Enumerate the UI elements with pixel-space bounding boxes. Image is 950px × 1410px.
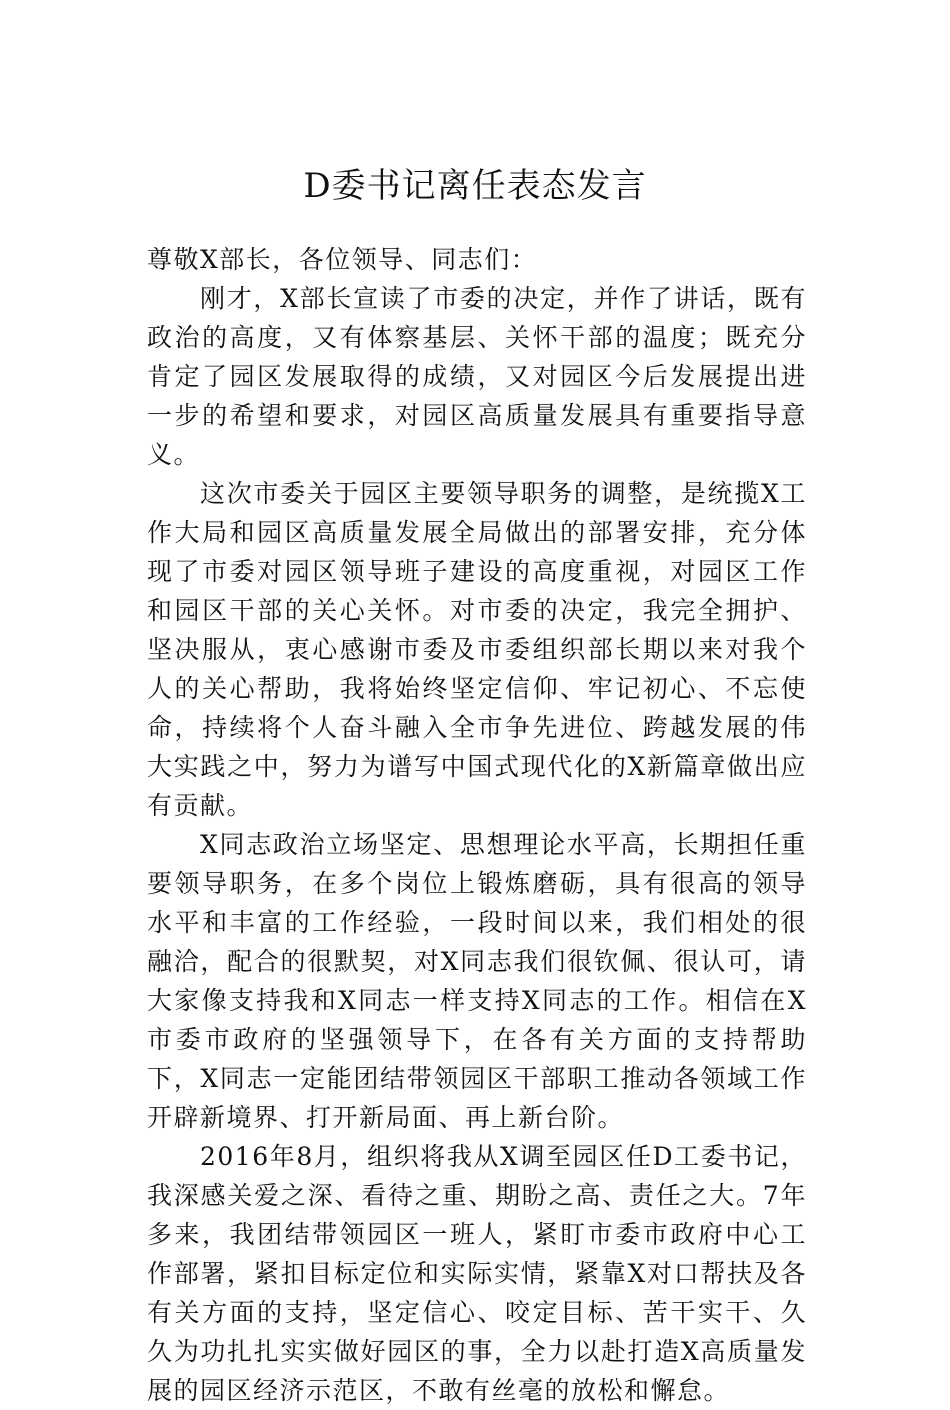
paragraph-3: X同志政治立场坚定、思想理论水平高，长期担任重要领导职务，在多个岗位上锻炼磨砺，具有很高的领导水平和丰富的工作经验，一段时间以来，我们相处的很融洽，配合的很默契，对X同志我们很钦佩、很认可，请大家像支持我和X同志一样支持X同志的工作。相信在X市委市政府的坚强领导下，在各有关方面的支持帮助下，X同志一定能团结带领园区干部职工推动各领域工作开辟新境界、打开新局面、再上新台阶。	[147, 830, 807, 1132]
document-body	[147, 240, 807, 1410]
document-title: D委书记离任表态发言	[303, 166, 647, 206]
paragraph-4: 2016年8月，组织将我从X调至园区任D工委书记，我深感关爱之深、看待之重、期盼之高、责任之大。7年多来，我团结带领园区一班人，紧盯市委市政府中心工作部署，紧扣目标定位和实际实情，紧靠X对口帮扶及各有关方面的支持，坚定信心、咬定目标、苦干实干、久久为功扎扎实实做好园区的事，全力以赴打造X高质量发展的园区经济示范区，不敢有丝毫的放松和懈怠。	[147, 1142, 807, 1405]
paragraph-1: 刚才，X部长宣读了市委的决定，并作了讲话，既有政治的高度，又有体察基层、关怀干部的温度；既充分肯定了园区发展取得的成绩，又对园区今后发展提出进一步的希望和要求，对园区高质量发展具有重要指导意义。	[147, 284, 807, 469]
paragraph-2: 这次市委关于园区主要领导职务的调整，是统揽X工作大局和园区高质量发展全局做出的部署安排，充分体现了市委对园区领导班子建设的高度重视，对园区工作和园区干部的关心关怀。对市委的决定，我完全拥护、坚决服从，衷心感谢市委及市委组织部长期以来对我个人的关心帮助，我将始终坚定信仰、牢记初心、不忘使命，持续将个人奋斗融入全市争先进位、跨越发展的伟大实践之中，努力为谱写中国式现代化的X新篇章做出应有贡献。	[147, 479, 807, 820]
salutation: 尊敬X部长，各位领导、同志们：	[147, 245, 538, 274]
